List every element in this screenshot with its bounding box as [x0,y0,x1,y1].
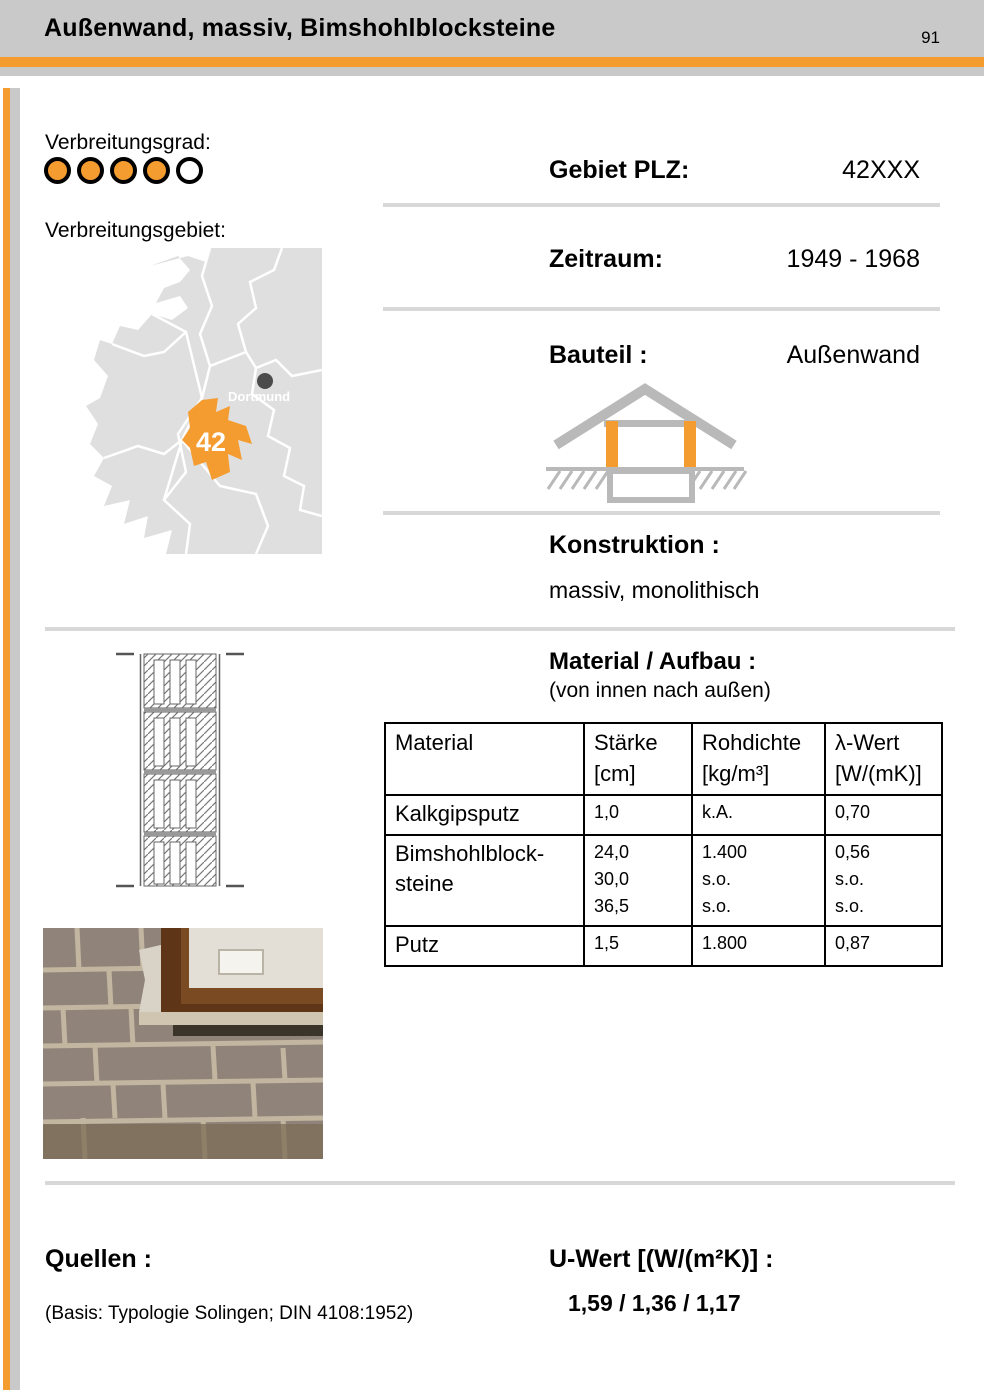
col-header-lambda: λ-Wert [W/(mK)] [825,723,942,795]
quellen-basis: (Basis: Typologie Solingen; DIN 4108:1952) [45,1303,414,1324]
cell-rohdichte: k.A. [692,795,825,835]
divider [383,307,940,311]
verbreitungsgrad-label: Verbreitungsgrad: [45,131,211,154]
wall-section-drawing [108,646,252,894]
material-table [384,722,943,967]
left-gray-bar [10,88,20,1390]
rating-dot-filled [143,157,170,184]
konstruktion-label: Konstruktion : [549,531,720,559]
rating-dot-filled [77,157,104,184]
house-wall-left [606,421,618,468]
region-map [60,248,322,554]
quellen-label: Quellen : [45,1245,152,1273]
konstruktion-value: massiv, monolithisch [549,577,760,603]
cell-material: Kalkgipsputz [385,795,584,835]
page-number: 91 [921,28,940,47]
cell-lambda: 0,56 s.o. s.o. [825,835,942,926]
divider [45,627,955,631]
page-title: Außenwand, massiv, Bimshohlblocksteine [44,14,556,42]
house-roof [556,389,734,445]
cell-lambda: 0,87 [825,926,942,966]
photo-window [139,928,323,1036]
rating-dot-filled [44,157,71,184]
col-header-material: Material [385,723,584,795]
col-header-staerke: Stärke [cm] [584,723,692,795]
u-wert-value: 1,59 / 1,36 / 1,17 [568,1290,741,1316]
divider [45,1181,955,1185]
verbreitungsgebiet-label: Verbreitungsgebiet: [45,219,226,242]
house-section-icon [540,381,750,507]
cell-staerke: 1,5 [584,926,692,966]
map-city-dot [257,373,273,389]
cell-rohdichte: 1.800 [692,926,825,966]
house-basement [610,471,692,500]
zeitraum-value: 1949 - 1968 [786,245,920,273]
rating-dots [44,157,203,184]
rating-dot-empty [176,157,203,184]
u-wert-label: U-Wert [(W/(m²K)] : [549,1245,774,1273]
table-row [385,835,942,926]
map-city-label: Dortmund [228,389,291,404]
cell-staerke: 24,0 30,0 36,5 [584,835,692,926]
zeitraum-label: Zeitraum: [549,245,663,273]
material-aufbau-title: Material / Aufbau : [549,648,757,675]
table-row [385,926,942,966]
map-district-number: 42 [196,427,227,457]
ground-hatch-right [688,471,746,489]
cell-material: Putz [385,926,584,966]
table-header-row [385,723,942,795]
ground-hatch-left [548,471,608,489]
header-gray-stripe [0,67,984,76]
photo-wall-lower [43,1124,323,1159]
cell-lambda: 0,70 [825,795,942,835]
bauteil-value: Außenwand [786,341,920,369]
cell-staerke: 1,0 [584,795,692,835]
bauteil-label: Bauteil : [549,341,648,369]
page-header [0,0,984,57]
region-map-image [60,248,322,554]
gebiet-plz-value: 42XXX [842,156,920,184]
house-ceiling [604,420,698,427]
wall-photo [43,928,323,1159]
left-accent-bar [3,88,10,1390]
col-header-rohdichte: Rohdichte [kg/m³] [692,723,825,795]
table-row [385,795,942,835]
cell-rohdichte: 1.400 s.o. s.o. [692,835,825,926]
divider [383,203,940,207]
divider [383,511,940,515]
gebiet-plz-label: Gebiet PLZ: [549,156,690,184]
house-wall-right [684,421,696,468]
material-aufbau-subtitle: (von innen nach außen) [549,679,771,702]
header-accent-stripe [0,57,984,67]
rating-dot-filled [110,157,137,184]
cell-material: Bimshohlblock- steine [385,835,584,926]
